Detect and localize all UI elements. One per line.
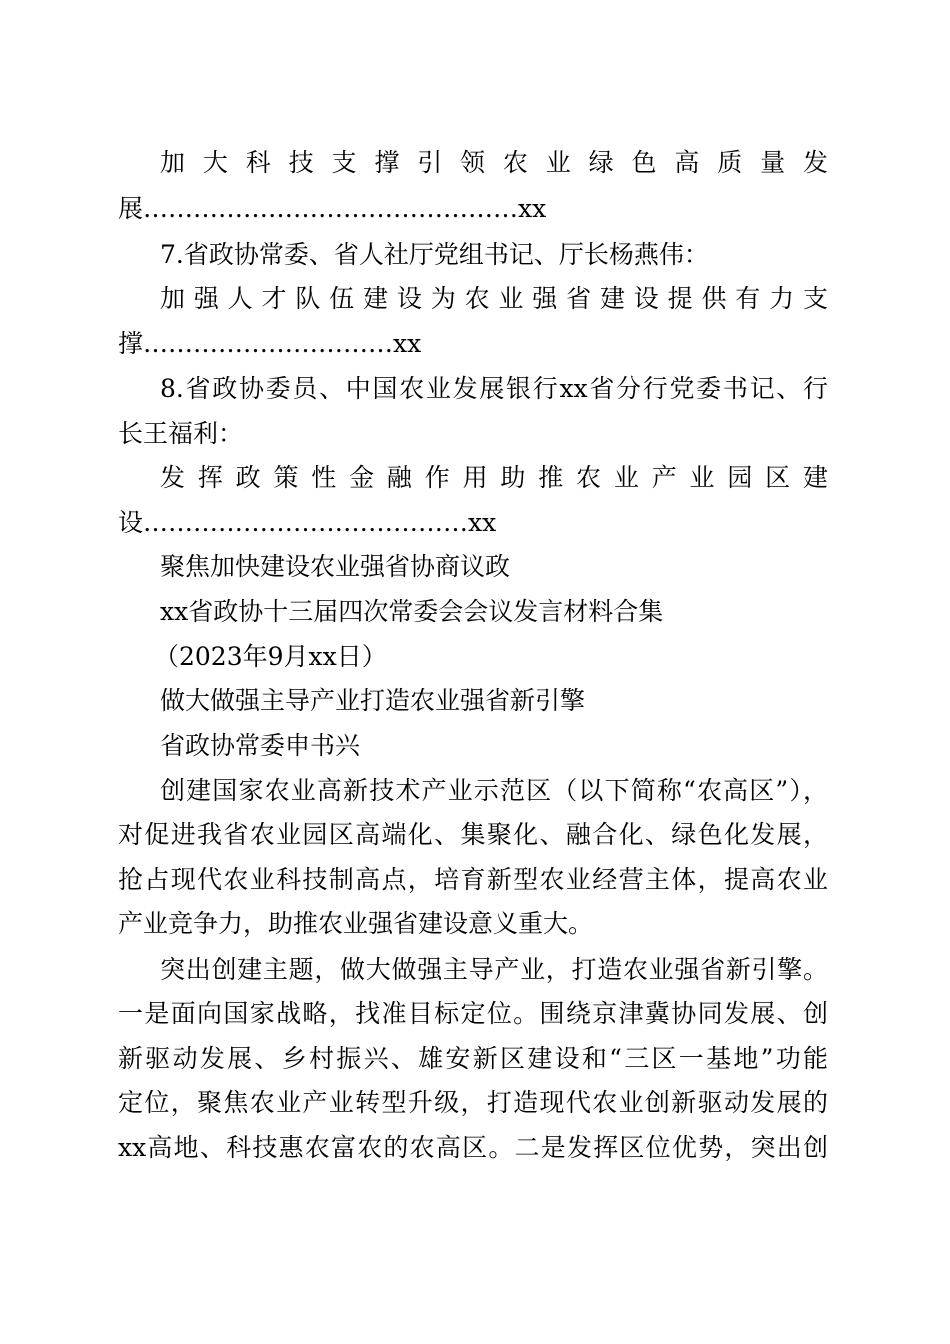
toc-entry-speaker-8-cont: 长王福利： (118, 419, 244, 448)
body-paragraph-2-line-3: 新驱动发展、乡村振兴、雄安新区建设和“三区一基地”功能 (118, 1044, 828, 1073)
body-paragraph-2-line-5: xx高地、科技惠农富农的农高区。二是发挥区位优势，突出创 (118, 1133, 828, 1162)
toc-entry-title-6: 加大科技支撑引领农业绿色高质量发 (160, 148, 828, 177)
body-paragraph-1-line-1: 创建国家农业高新技术产业示范区（以下简称“农高区”）， (160, 776, 828, 805)
collection-heading: 聚焦加快建设农业强省协商议政 (160, 552, 511, 581)
body-paragraph-1-line-4: 产业竞争力，助推农业强省建设意义重大。 (118, 909, 594, 938)
toc-entry-leader-6: 展………………………………………xx (118, 194, 547, 223)
collection-date: （2023年9月xx日） (154, 642, 387, 671)
toc-entry-title-7: 加强人才队伍建设为农业强省建设提供有力支 (160, 284, 828, 313)
speech-title: 做大做强主导产业打造农业强省新引擎 (160, 686, 586, 715)
collection-subtitle: xx省政协十三届四次常委会会议发言材料合集 (160, 597, 664, 626)
body-paragraph-2-line-2: 一是面向国家战略，找准目标定位。围绕京津冀协同发展、创 (118, 999, 828, 1028)
toc-entry-leader-8: 设…………………………………xx (118, 508, 497, 537)
toc-entry-title-8: 发挥政策性金融作用助推农业产业园区建 (160, 463, 828, 492)
speech-author: 省政协常委申书兴 (160, 731, 361, 760)
body-paragraph-1-line-3: 抢占现代农业科技制高点，培育新型农业经营主体，提高农业 (118, 865, 828, 894)
body-paragraph-1-line-2: 对促进我省农业园区高端化、集聚化、融合化、绿色化发展， (118, 820, 828, 849)
body-paragraph-2-line-4: 定位，聚焦农业产业转型升级，打造现代农业创新驱动发展的 (118, 1088, 828, 1117)
toc-entry-speaker-7: 7.省政协常委、省人社厅党组书记、厅长杨燕伟： (160, 240, 709, 269)
body-paragraph-2-line-1: 突出创建主题，做大做强主导产业，打造农业强省新引擎。 (160, 955, 828, 984)
toc-entry-speaker-8: 8.省政协委员、中国农业发展银行xx省分行党委书记、行 (160, 374, 828, 403)
toc-entry-leader-7: 撑…………………………xx (118, 329, 422, 358)
